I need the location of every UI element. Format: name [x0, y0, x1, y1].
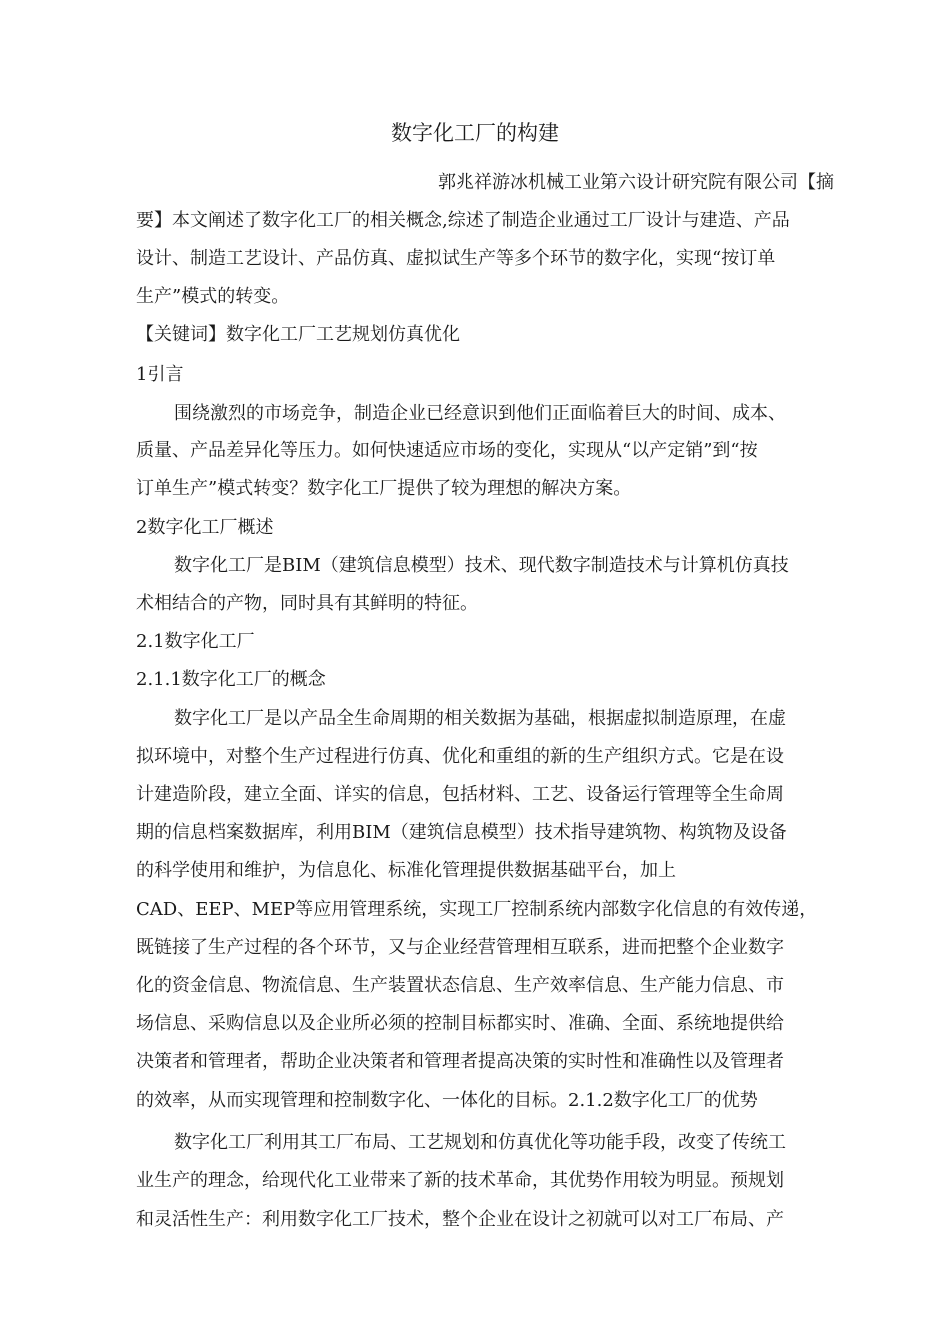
abstract-line: 设计、制造工艺设计、产品仿真、虚拟试生产等多个环节的数字化，实现“按订单	[136, 248, 776, 269]
body-line: CAD、EEP、MEP等应用管理系统，实现工厂控制系统内部数字化信息的有效传递，	[136, 899, 818, 920]
body-line: 的效率，从而实现管理和控制数字化、一体化的目标。2.1.2数字化工厂的优势	[136, 1090, 758, 1111]
abstract-line: 生产”模式的转变。	[136, 286, 290, 307]
body-line: 质量、产品差异化等压力。如何快速适应市场的变化，实现从“以产定销”到“按	[136, 440, 758, 461]
body-line: 的科学使用和维护，为信息化、标准化管理提供数据基础平台，加上	[136, 860, 676, 881]
abstract-line: 要】本文阐述了数字化工厂的相关概念,综述了制造企业通过工厂设计与建造、产品	[136, 210, 790, 231]
author-abstract-line: 郭兆祥游冰机械工业第六设计研究院有限公司【摘	[438, 172, 834, 193]
body-line: 术相结合的产物，同时具有其鲜明的特征。	[136, 593, 478, 614]
body-line: 决策者和管理者，帮助企业决策者和管理者提高决策的实时性和准确性以及管理者	[136, 1051, 784, 1072]
body-line: 订单生产”模式转变？数字化工厂提供了较为理想的解决方案。	[136, 478, 632, 499]
body-line: 拟环境中，对整个生产过程进行仿真、优化和重组的新的生产组织方式。它是在设	[136, 746, 784, 767]
body-line: 围绕激烈的市场竞争，制造企业已经意识到他们正面临着巨大的时间、成本、	[174, 403, 786, 424]
section-heading: 2.1.1数字化工厂的概念	[136, 669, 326, 690]
body-line: 计建造阶段，建立全面、详实的信息，包括材料、工艺、设备运行管理等全生命周	[136, 784, 784, 805]
body-line: 既链接了生产过程的各个环节，又与企业经营管理相互联系，进而把整个企业数字	[136, 937, 784, 958]
body-line: 场信息、采购信息以及企业所必须的控制目标都实时、准确、全面、系统地提供给	[136, 1013, 784, 1034]
body-line: 数字化工厂是以产品全生命周期的相关数据为基础，根据虚拟制造原理，在虚	[174, 708, 786, 729]
body-line: 期的信息档案数据库，利用BIM（建筑信息模型）技术指导建筑物、构筑物及设备	[136, 822, 787, 843]
section-heading: 2.1数字化工厂	[136, 631, 255, 652]
body-line: 数字化工厂利用其工厂布局、工艺规划和仿真优化等功能手段，改变了传统工	[174, 1132, 786, 1153]
section-heading: 1引言	[136, 364, 184, 385]
body-line: 业生产的理念，给现代化工业带来了新的技术革命，其优势作用较为明显。预规划	[136, 1170, 784, 1191]
document-title: 数字化工厂的构建	[391, 121, 559, 145]
body-line: 和灵活性生产：利用数字化工厂技术，整个企业在设计之初就可以对工厂布局、产	[136, 1209, 784, 1230]
body-line: 化的资金信息、物流信息、生产装置状态信息、生产效率信息、生产能力信息、市	[136, 975, 784, 996]
section-heading: 2数字化工厂概述	[136, 517, 274, 538]
body-line: 数字化工厂是BIM（建筑信息模型）技术、现代数字制造技术与计算机仿真技	[174, 555, 789, 576]
keywords-line: 【关键词】数字化工厂工艺规划仿真优化	[136, 324, 460, 345]
